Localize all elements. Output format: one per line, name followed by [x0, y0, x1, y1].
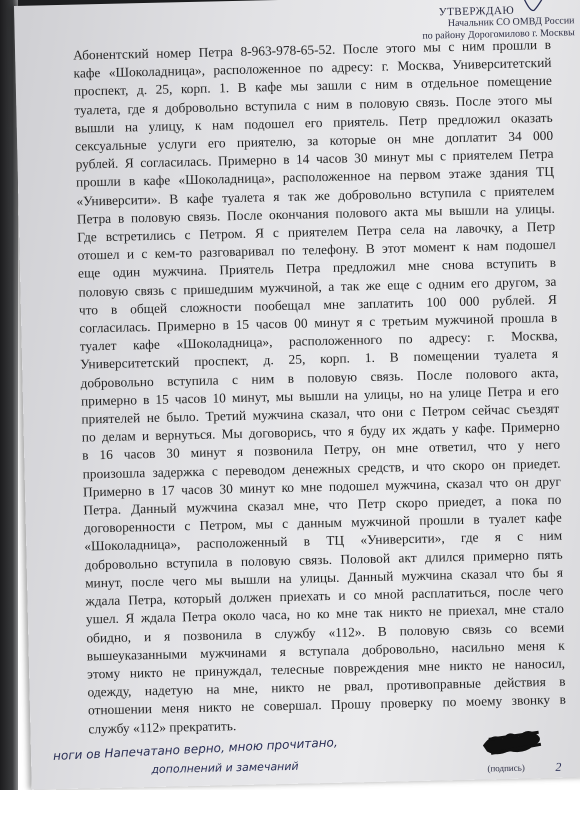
signature-scribble	[478, 724, 549, 766]
body-line: отошел и с кем-то разговаривал по телефону. В этот момент к нам подошел	[77, 237, 556, 263]
body-line: что в общей сложности пообещал мне заплатить 100 000 рублей. Я	[78, 291, 557, 318]
body-line: сексуальные услуги его приятелю, за которые он мне доплатит 34 000	[75, 127, 554, 154]
stamp-line-1: Начальник СО ОМВД России	[447, 15, 575, 30]
body-line: добровольно вступила в половую связь. Половой акт длился примерно пять	[84, 546, 563, 573]
body-line: прошли в кафе «Шоколадница», расположенное на первом этаже здания ТЦ	[75, 164, 555, 191]
signature-caption: (подпись)	[487, 762, 525, 774]
body-line: половую связь с пришедшим мужчиной, а так же еще с одним его другом, за	[78, 273, 557, 300]
body-line: Петра в половую связь. После окончания полового акта мы вышли на улицы.	[76, 200, 555, 227]
body-line: проспект, д. 25, корп. 1. В кафе мы зашли с ним в отдельное помещение	[73, 73, 553, 100]
body-line: ушел. Я ждала Петра около часа, но ко мне так никто не приехал, мне стало	[85, 600, 564, 627]
body-line: приятелей не было. Третий мужчина сказал, что они с Петром сейчас съездят	[81, 400, 560, 427]
body-line: службу «112» прекратить.	[88, 717, 237, 737]
body-line: «Университи». В кафе туалета я так же добровольно вступила с приятелем	[76, 182, 555, 209]
body-line: рублей. Я согласилась. Примерно в 14 часов 30 минут мы с приятелем Петра	[75, 146, 554, 172]
body-line: произошла задержка с переводом денежных средств, и что скоро он приедет.	[82, 455, 561, 482]
body-line: отношении меня никто не совершал. Прошу проверку по моему звонку в	[87, 691, 567, 718]
body-line: по делам и вернуться. Мы договорись, что я буду их ждать у кафе. Примерно	[81, 418, 560, 445]
handwritten-note: Напечатано верно, мною прочитано,	[104, 735, 338, 761]
body-line: «Шоколадница», расположенный в ТЦ «Университи», где я с ним	[84, 528, 563, 555]
stamp-title: УТВЕРЖДАЮ	[438, 4, 515, 19]
body-line: кафе «Шоколадница», расположенное по адресу: г. Москва, Университетский	[73, 55, 552, 81]
body-line: обидно, и я позвонила в службу «112». В половую связь со всеми	[86, 619, 565, 646]
body-line: договоренности с Петром, мы с данным мужчиной прошли в туалет кафе	[83, 509, 562, 536]
statement-body	[73, 36, 567, 738]
body-line: еще один мужчина. Приятель Петра предложил мне снова вступить в	[77, 255, 557, 282]
body-line: туалет кафе «Шоколадница», расположенного по адресу: г. Москва,	[79, 328, 558, 354]
body-line: вышли на улицу, к нам подошел его приятель. Петр предложил оказать	[74, 109, 553, 136]
body-line: примерно в 15 часов 10 минут, мы вышли на улицы, но на улице Петра и его	[80, 382, 560, 409]
body-line: этому никто не принуждал, телесные повреждения мне никто не наносил,	[87, 655, 566, 682]
body-line: в 16 часов 30 минут я позвонила Петру, он мне ответил, что у него	[82, 437, 561, 464]
white-margin-bottom	[0, 790, 580, 818]
body-line: Где встретились с Петром. Я с приятелем Петра села на лавочку, а Петр	[77, 218, 556, 245]
body-line: туалета, где я добровольно вступила с ним в половую связь. После этого мы	[74, 91, 553, 118]
body-line: Петра. Данный мужчина сказал мне, что Петр скоро приедет, а пока по	[83, 491, 562, 518]
handwritten-prefix: ноги ов	[52, 746, 101, 764]
body-line: добровольно вступила с ним в половую связь. После полового акта,	[80, 364, 559, 391]
document-page	[14, 0, 580, 790]
body-line: одежду, надетую на мне, никто не рвал, противоправные действия в	[87, 673, 566, 700]
body-line: согласилась. Примерно в 15 часов 00 минут я с третьим мужчиной прошла в	[79, 309, 558, 336]
body-line: Примерно в 17 часов 30 минут ко мне подошел мужчина, сказал что он друг	[82, 473, 562, 500]
dark-background-left	[0, 0, 18, 790]
handwritten-check-mark	[522, 0, 548, 16]
body-line: Университетский проспект, д. 25, корп. 1. В помещении туалета я	[79, 346, 559, 373]
body-line: вышеуказанными мужчинами я вступала добровольно, насильно меня к	[86, 637, 565, 664]
handwritten-certification-line-2: дополнений и замечаний	[151, 759, 299, 777]
stamp-line-2: по району Дорогомилово г. Москвы	[422, 27, 575, 42]
signature-date: 2	[555, 759, 562, 774]
body-line: ждала Петра, который должен приехать и со мной расплатиться, после чего	[85, 582, 564, 609]
body-line: Абонентский номер Петра 8-963-978-65-52. После этого мы с ним прошли в	[72, 36, 552, 63]
body-line: минут, после чего мы вышли на улицы. Данный мужчина сказал что бы я	[84, 564, 564, 591]
